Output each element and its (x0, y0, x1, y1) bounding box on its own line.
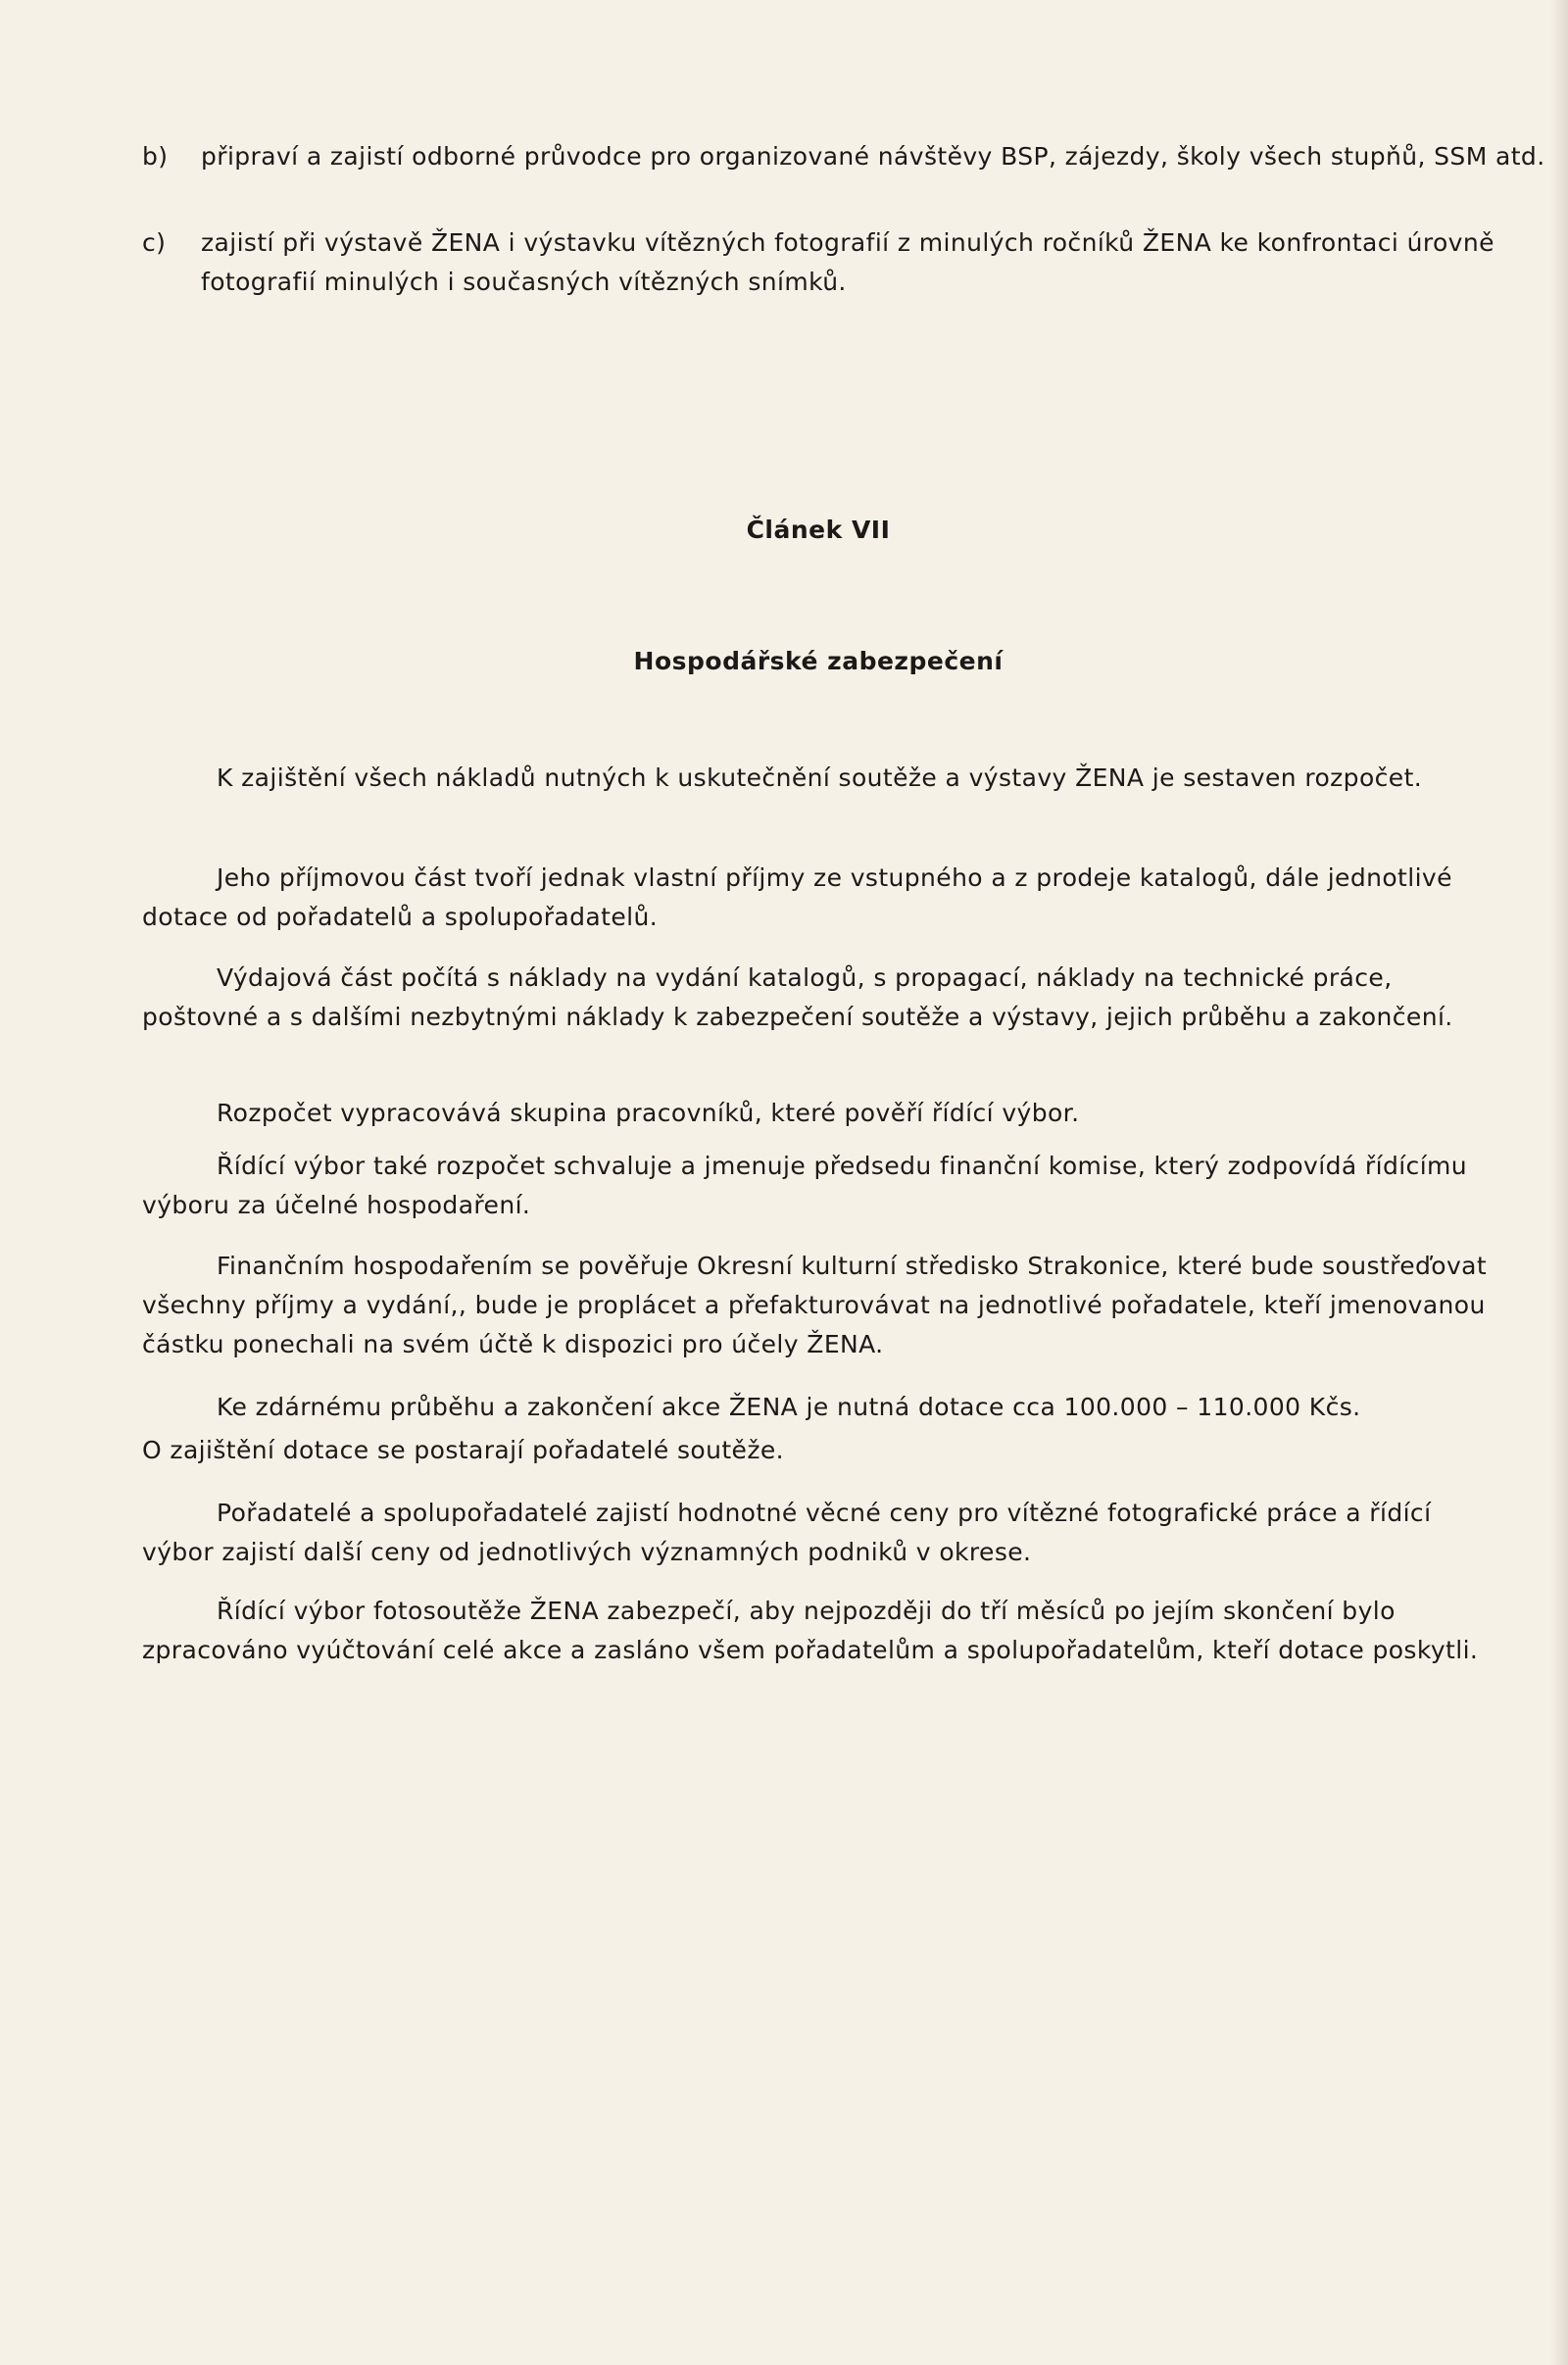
paragraph-prizes: Pořadatelé a spolupořadatelé zajistí hodnotné věcné ceny pro vítězné fotografické práce a řídící výbor zajistí další ceny od jednotlivých významných podniků v okrese. (142, 1499, 1432, 1566)
paragraph-settlement: Řídící výbor fotosoutěže ŽENA zabezpečí, aby nejpozději do tří měsíců po jejím skončení bylo zpracováno vyúčtování celé akce a zasláno všem pořadatelům a spolupořadatelům, kteří dotace poskytli. (142, 1597, 1479, 1664)
list-item-b (142, 137, 1553, 176)
list-item-c (142, 223, 1553, 302)
article-number: Článek VII (746, 516, 891, 544)
paragraph-approval: Řídící výbor také rozpočet schvaluje a jmenuje předsedu finanční komise, který zodpovídá řídícímu výboru za účelné hospodaření. (142, 1152, 1468, 1219)
paragraph-subsidy: Ke zdárnému průběhu a zakončení akce ŽENA je nutná dotace cca 100.000 – 110.000 Kčs. (217, 1393, 1361, 1421)
list-item-text: zajistí při výstavě ŽENA i výstavku vítězných fotografií z minulých ročníků ŽENA ke konfrontaci úrovně fotografií minulých i současných vítězných snímků. (201, 228, 1494, 296)
page-edge-shadow (1550, 0, 1568, 2365)
list-item-text: připraví a zajistí odborné průvodce pro organizované návštěvy BSP, zájezdy, školy všech stupňů, SSM atd. (201, 142, 1545, 171)
list-item-label: c) (142, 228, 167, 257)
paragraph-subsidy-provision: O zajištění dotace se postarají pořadatelé soutěže. (142, 1436, 784, 1464)
paragraph-expenses: Výdajová část počítá s náklady na vydání katalogů, s propagací, náklady na technické práce, poštovné a s dalšími nezbytnými náklady k zabezpečení soutěže a výstavy, jejich průběhu a zakončení. (142, 963, 1453, 1031)
list-item-label: b) (142, 142, 169, 171)
paragraph-management: Finančním hospodařením se pověřuje Okresní kulturní středisko Strakonice, které bude soustřeďovat všechny příjmy a vydání,, bude je proplácet a přefakturovávat na jednotlivé pořadatele, kteří jmenovanou částku ponechali na svém účtě k dispozici pro účely ŽENA. (142, 1252, 1488, 1358)
paragraph-budget: K zajištění všech nákladů nutných k uskutečnění soutěže a výstavy ŽENA je sestaven rozpočet. (217, 764, 1423, 792)
article-title: Hospodářské zabezpečení (633, 647, 1004, 675)
paragraph-income: Jeho příjmovou část tvoří jednak vlastní příjmy ze vstupného a z prodeje katalogů, dále jednotlivé dotace od pořadatelů a spolupořadatelů. (142, 863, 1452, 931)
paragraph-preparation: Rozpočet vypracovává skupina pracovníků, které pověří řídící výbor. (217, 1099, 1080, 1127)
